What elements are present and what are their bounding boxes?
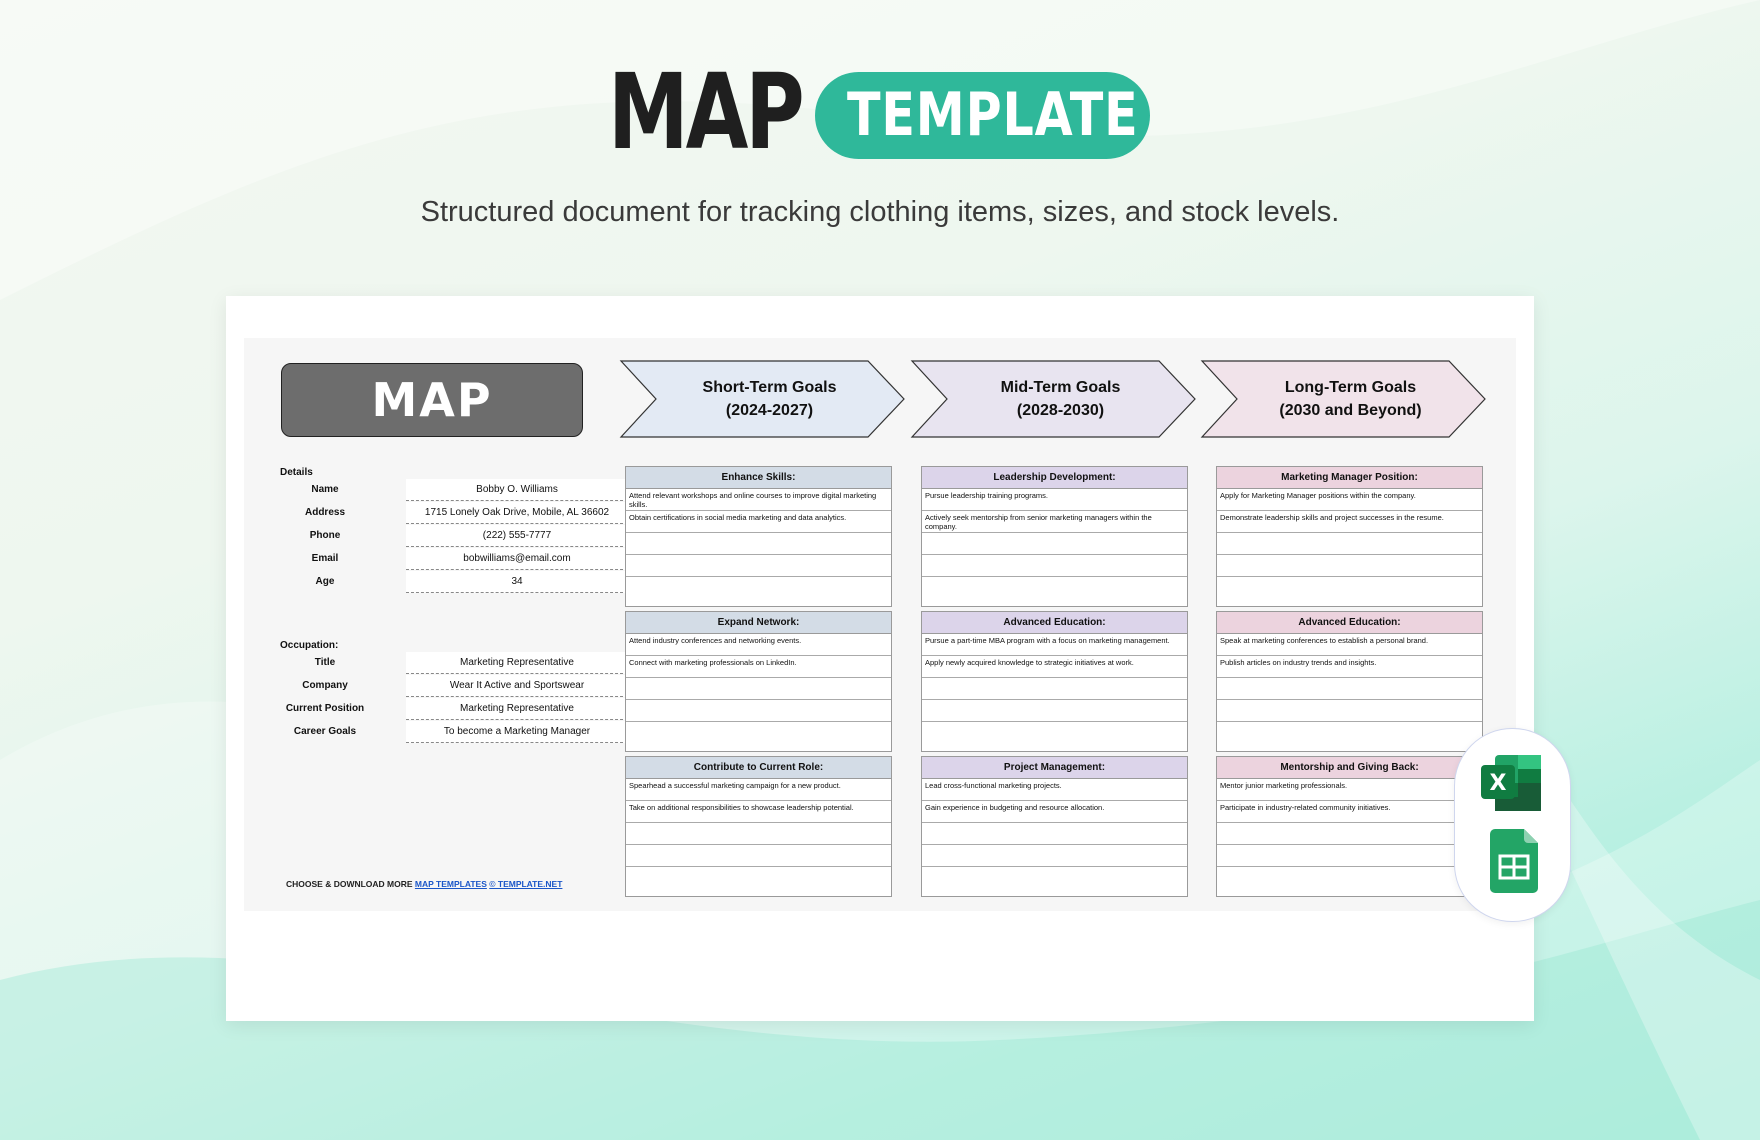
long-term-goal-card	[1216, 611, 1483, 752]
goal-item-cell[interactable]: Participate in industry-related community initiatives.	[1217, 801, 1482, 823]
occupation-value[interactable]: Marketing Representative	[406, 698, 628, 720]
goal-item-cell[interactable]	[626, 577, 891, 599]
goal-period-title: Short-Term Goals	[702, 379, 837, 396]
goal-item-cell[interactable]: Attend relevant workshops and online courses to improve digital marketing skills.	[626, 489, 891, 511]
details-row	[280, 571, 592, 593]
arrow-label	[947, 360, 1174, 438]
details-value[interactable]: (222) 555-7777	[406, 525, 628, 547]
details-value[interactable]: bobwilliams@email.com	[406, 548, 628, 570]
goal-item-cell[interactable]: Take on additional responsibilities to showcase leadership potential.	[626, 801, 891, 823]
short-term-goal-card	[625, 756, 892, 897]
goal-item-cell[interactable]	[922, 577, 1187, 599]
details-key: Name	[311, 484, 339, 495]
goal-period-title: Long-Term Goals	[1284, 379, 1417, 396]
goal-item-cell[interactable]: Publish articles on industry trends and insights.	[1217, 656, 1482, 678]
arrow-label	[656, 360, 883, 438]
goal-item-cell[interactable]	[1217, 678, 1482, 700]
details-row	[280, 525, 592, 547]
goal-item-cell[interactable]	[1217, 823, 1482, 845]
page-title: MAP	[608, 51, 802, 173]
goal-item-cell[interactable]	[1217, 722, 1482, 744]
goal-item-cell[interactable]: Pursue a part-time MBA program with a focus on marketing management.	[922, 634, 1187, 656]
goal-item-cell[interactable]: Lead cross-functional marketing projects.	[922, 779, 1187, 801]
long-term-goal-card	[1216, 466, 1483, 607]
goal-item-cell[interactable]	[922, 533, 1187, 555]
goal-item-cell[interactable]	[626, 867, 891, 889]
short-term-goal-card	[625, 611, 892, 752]
mid-term-goals-arrow	[911, 360, 1196, 438]
template-net-link[interactable]: © TEMPLATE.NET	[489, 879, 563, 889]
goal-item-cell[interactable]: Pursue leadership training programs.	[922, 489, 1187, 511]
occupation-value[interactable]: To become a Marketing Manager	[406, 721, 628, 743]
goal-item-cell[interactable]	[922, 700, 1187, 722]
goal-item-cell[interactable]: Connect with marketing professionals on LinkedIn.	[626, 656, 891, 678]
goal-item-cell[interactable]	[1217, 867, 1482, 889]
goal-card-heading: Enhance Skills:	[626, 467, 891, 489]
details-value[interactable]: Bobby O. Williams	[406, 479, 628, 501]
google-sheets-icon	[1490, 829, 1538, 893]
goal-item-cell[interactable]	[626, 533, 891, 555]
arrow-label	[1237, 360, 1464, 438]
goal-period-years: (2024-2027)	[725, 402, 814, 419]
goal-item-cell[interactable]	[922, 845, 1187, 867]
occupation-key: Title	[314, 657, 336, 668]
goal-item-cell[interactable]	[626, 823, 891, 845]
long-term-goals-arrow	[1201, 360, 1486, 438]
goal-item-cell[interactable]	[1217, 555, 1482, 577]
goal-period-years: (2030 and Beyond)	[1279, 402, 1422, 419]
goal-item-cell[interactable]: Speak at marketing conferences to establish a personal brand.	[1217, 634, 1482, 656]
goal-card-heading: Mentorship and Giving Back:	[1217, 757, 1482, 779]
details-label: Details	[280, 467, 313, 478]
details-row	[280, 479, 592, 501]
footer-prefix: CHOOSE & DOWNLOAD MORE	[286, 879, 415, 889]
goal-item-cell[interactable]: Apply newly acquired knowledge to strategic initiatives at work.	[922, 656, 1187, 678]
occupation-key: Company	[302, 680, 348, 691]
occupation-key: Current Position	[285, 703, 365, 714]
details-key: Age	[315, 576, 335, 587]
map-templates-link[interactable]: MAP TEMPLATES	[414, 879, 487, 889]
goal-item-cell[interactable]	[626, 700, 891, 722]
goal-card-heading: Project Management:	[922, 757, 1187, 779]
details-value[interactable]: 1715 Lonely Oak Drive, Mobile, AL 36602	[406, 502, 628, 524]
goal-card-heading: Advanced Education:	[1217, 612, 1482, 634]
occupation-row	[280, 721, 592, 743]
details-row	[280, 502, 610, 524]
goal-item-cell[interactable]	[922, 867, 1187, 889]
goal-item-cell[interactable]: Obtain certifications in social media marketing and data analytics.	[626, 511, 891, 533]
goal-item-cell[interactable]	[922, 722, 1187, 744]
goal-item-cell[interactable]	[626, 845, 891, 867]
occupation-label: Occupation:	[280, 640, 339, 651]
template-preview-sheet	[226, 296, 1534, 1021]
goal-item-cell[interactable]	[1217, 845, 1482, 867]
goal-item-cell[interactable]: Gain experience in budgeting and resource allocation.	[922, 801, 1187, 823]
app-compat-badge	[1454, 728, 1571, 922]
goal-card-heading: Marketing Manager Position:	[1217, 467, 1482, 489]
occupation-row	[280, 675, 592, 697]
mid-term-goal-card	[921, 756, 1188, 897]
goal-period-years: (2028-2030)	[1016, 402, 1105, 419]
goal-item-cell[interactable]: Mentor junior marketing professionals.	[1217, 779, 1482, 801]
details-key: Email	[311, 553, 339, 564]
short-term-goal-card	[625, 466, 892, 607]
goal-item-cell[interactable]: Actively seek mentorship from senior marketing managers within the company.	[922, 511, 1187, 533]
template-badge-label: TEMPLATE	[846, 80, 1139, 150]
details-value[interactable]: 34	[406, 571, 628, 593]
goal-card-heading: Expand Network:	[626, 612, 891, 634]
excel-icon	[1481, 755, 1541, 811]
goal-item-cell[interactable]	[626, 555, 891, 577]
occupation-row	[280, 652, 592, 674]
goal-item-cell[interactable]: Spearhead a successful marketing campaign for a new product.	[626, 779, 891, 801]
goal-card-heading: Contribute to Current Role:	[626, 757, 891, 779]
mid-term-goal-card	[921, 466, 1188, 607]
goal-item-cell[interactable]	[1217, 533, 1482, 555]
details-row	[280, 548, 592, 570]
sheet-canvas	[244, 338, 1516, 911]
goal-item-cell[interactable]: Demonstrate leadership skills and project successes in the resume.	[1217, 511, 1482, 533]
occupation-key: Career Goals	[293, 726, 357, 737]
goal-item-cell[interactable]	[626, 678, 891, 700]
occupation-value[interactable]: Marketing Representative	[406, 652, 628, 674]
details-key: Phone	[309, 530, 341, 541]
goal-item-cell[interactable]	[1217, 577, 1482, 599]
footer-credit	[286, 879, 562, 889]
map-logo-box: MAP	[281, 363, 583, 437]
goal-item-cell[interactable]: Apply for Marketing Manager positions within the company.	[1217, 489, 1482, 511]
goal-card-heading: Advanced Education:	[922, 612, 1187, 634]
page-subtitle: Structured document for tracking clothing items, sizes, and stock levels.	[420, 196, 1340, 228]
short-term-goals-arrow	[620, 360, 905, 438]
svg-text:X: X	[1489, 771, 1507, 796]
long-term-goal-card	[1216, 756, 1483, 897]
goal-item-cell[interactable]	[922, 555, 1187, 577]
template-badge	[815, 72, 1150, 159]
mid-term-goal-card	[921, 611, 1188, 752]
details-key: Address	[304, 507, 345, 518]
occupation-row	[280, 698, 592, 720]
goal-item-cell[interactable]	[1217, 700, 1482, 722]
occupation-value[interactable]: Wear It Active and Sportswear	[406, 675, 628, 697]
goal-card-heading: Leadership Development:	[922, 467, 1187, 489]
goal-item-cell[interactable]: Attend industry conferences and networking events.	[626, 634, 891, 656]
goal-period-title: Mid-Term Goals	[1000, 379, 1121, 396]
goal-item-cell[interactable]	[922, 678, 1187, 700]
goal-item-cell[interactable]	[626, 722, 891, 744]
goal-item-cell[interactable]	[922, 823, 1187, 845]
